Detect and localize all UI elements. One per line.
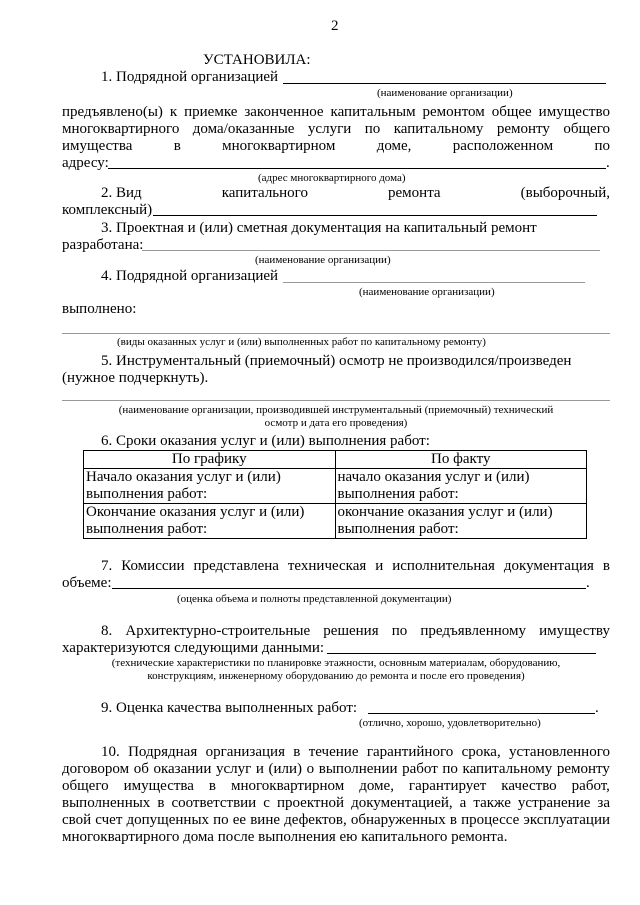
- item1-body-line-1: [62, 103, 610, 121]
- word: имущество: [538, 104, 610, 120]
- word: выполненных: [62, 795, 151, 811]
- word: капитального: [221, 185, 308, 201]
- col-actual-header: По факту: [335, 451, 587, 469]
- word: капитальным: [330, 104, 416, 120]
- word: дома/оказанные: [192, 121, 295, 137]
- word: доме,: [376, 138, 412, 154]
- word: выполнении: [318, 761, 398, 777]
- cell-end-actual: окончание оказания услуг и (или) выполнения работ:: [335, 504, 587, 539]
- word: (или): [268, 761, 303, 777]
- item3-org-line: [142, 250, 600, 251]
- word: имущества: [62, 138, 133, 154]
- word: решения: [323, 623, 379, 639]
- word: по: [213, 812, 229, 828]
- word: в: [173, 138, 181, 154]
- word: в: [293, 744, 301, 760]
- word: (выборочный,: [520, 185, 610, 201]
- item7-line-2: объеме:: [62, 575, 112, 591]
- item6-title: 6. Сроки оказания услуг и (или) выполнения работ:: [101, 433, 430, 449]
- word: гарантийного: [366, 744, 454, 760]
- section-heading: УСТАНОВИЛА:: [203, 52, 311, 68]
- word: качество: [501, 778, 557, 794]
- word: о: [306, 761, 315, 777]
- item1-address-hint: (адрес многоквартирного дома): [258, 172, 406, 184]
- word: соответствии: [171, 795, 257, 811]
- item4-label: 4. Подрядной организацией: [101, 268, 279, 284]
- item1-label: 1. Подрядной организацией: [101, 69, 279, 85]
- word: документация: [503, 558, 594, 574]
- word: течение: [308, 744, 359, 760]
- word: счет: [95, 812, 123, 828]
- word: документацией,: [351, 795, 453, 811]
- cell-start-plan: Начало оказания услуг и (или) выполнения работ:: [84, 469, 336, 504]
- word: исполнительная: [392, 558, 495, 574]
- word: предъявлено(ы): [62, 104, 163, 120]
- item2-repair-line: [153, 215, 597, 216]
- item4-done-label: выполнено:: [62, 301, 137, 317]
- word: договором: [62, 761, 130, 777]
- item10-line-1: [101, 743, 610, 761]
- word: Архитектурно-строительные: [125, 623, 311, 639]
- item5-hint-1: (наименование организации, производившей инструментальный (приемочный) технический: [118, 404, 554, 416]
- word: многоквартирном: [222, 138, 336, 154]
- word: организация: [205, 744, 285, 760]
- word: ремонта: [388, 185, 441, 201]
- item1-address-line: [108, 168, 606, 169]
- word: установленного: [509, 744, 610, 760]
- item10-line-2: [62, 760, 610, 778]
- word: многоквартирного: [62, 121, 180, 137]
- schedule-row-end: [84, 504, 587, 539]
- item3-line-2: разработана:: [62, 237, 144, 253]
- item7-volume-line: [112, 588, 586, 589]
- schedule-row-start: [84, 469, 587, 504]
- word: имуществу: [539, 623, 610, 639]
- item1-address-end: .: [606, 155, 610, 171]
- item5-org-line: [62, 400, 610, 401]
- word: в: [157, 795, 165, 811]
- word: вине: [250, 812, 280, 828]
- word: по: [391, 623, 408, 639]
- item4-hint: (наименование организации): [359, 286, 495, 298]
- word: в: [208, 778, 217, 794]
- col-schedule-header: По графику: [84, 451, 336, 469]
- item5-line-2: (нужное подчеркнуть).: [62, 370, 209, 386]
- item8-data-line: [327, 653, 596, 654]
- item4-done-line: [62, 333, 610, 334]
- word: представлена: [193, 558, 279, 574]
- item8-line-1: [101, 622, 610, 640]
- item5-line-1: 5. Инструментальный (приемочный) осмотр не производился/произведен: [101, 353, 572, 369]
- schedule-header-row: [84, 451, 587, 469]
- item1-org-line: [283, 83, 606, 84]
- word: гарантирует: [408, 778, 487, 794]
- word: в: [602, 558, 610, 574]
- item9-label: 9. Оценка качества выполненных работ:: [101, 700, 358, 716]
- word: оказании: [153, 761, 212, 777]
- word: 10.: [101, 744, 120, 760]
- word: капитальному: [462, 761, 553, 777]
- item1-body-line-3: [62, 137, 610, 155]
- word: имущества: [123, 778, 194, 794]
- item1-hint: (наименование организации): [377, 87, 513, 99]
- word: в: [449, 812, 457, 828]
- page-number: 2: [331, 18, 339, 34]
- schedule-table: [83, 450, 587, 539]
- item8-line-2: характеризуются следующими данными:: [62, 640, 325, 656]
- word: а: [459, 795, 467, 811]
- item1-body-line-2: [62, 120, 610, 138]
- word: техническая: [287, 558, 367, 574]
- cell-start-actual: начало оказания услуг и (или) выполнения работ:: [335, 469, 587, 504]
- word: законченное: [244, 104, 324, 120]
- word: проектной: [276, 795, 345, 811]
- word: по: [442, 761, 458, 777]
- word: общего: [62, 778, 109, 794]
- word: работ,: [571, 778, 610, 794]
- word: процессе: [461, 812, 520, 828]
- word: 8.: [101, 623, 113, 639]
- word: капитальному: [393, 121, 484, 137]
- item10-line-6: многоквартирного дома после выполнения ею капитального ремонта.: [62, 829, 508, 845]
- item3-line-1: 3. Проектная и (или) сметная документация на капитальный ремонт: [101, 220, 537, 236]
- word: приемке: [184, 104, 238, 120]
- word: по: [364, 121, 381, 137]
- item2-line-1: [101, 184, 610, 202]
- item7-line-1: [101, 557, 610, 575]
- word: многоквартирном: [230, 778, 345, 794]
- word: ремонту: [496, 121, 550, 137]
- word: Комиссии: [121, 558, 185, 574]
- word: услуги: [307, 121, 352, 137]
- item10-line-5: [62, 811, 610, 829]
- item7-volume-end: .: [586, 575, 590, 591]
- word: также: [473, 795, 511, 811]
- word: работ: [402, 761, 438, 777]
- word: к: [169, 104, 178, 120]
- item9-quality-line: [368, 713, 595, 714]
- word: об: [133, 761, 149, 777]
- item9-hint: (отлично, хорошо, удовлетворительно): [359, 717, 541, 729]
- word: с: [263, 795, 270, 811]
- word: дефектов,: [284, 812, 347, 828]
- word: и: [255, 761, 264, 777]
- item5-hint-2: осмотр и дата его проведения): [264, 417, 408, 429]
- word: Подрядная: [128, 744, 198, 760]
- word: расположенном: [452, 138, 554, 154]
- word: допущенных: [126, 812, 210, 828]
- item10-line-3: [62, 777, 610, 795]
- word: ремонтом: [422, 104, 485, 120]
- word: доме,: [359, 778, 394, 794]
- word: свой: [62, 812, 92, 828]
- item4-org-line: [283, 282, 585, 283]
- word: устранение: [517, 795, 591, 811]
- word: общего: [563, 121, 610, 137]
- word: общее: [491, 104, 532, 120]
- word: ее: [232, 812, 247, 828]
- word: срока,: [461, 744, 501, 760]
- word: предъявленному: [420, 623, 526, 639]
- word: по: [594, 138, 610, 154]
- item7-hint: (оценка объема и полноты представленной документации): [177, 593, 452, 605]
- item3-hint: (наименование организации): [255, 254, 391, 266]
- word: эксплуатации: [523, 812, 610, 828]
- word: ремонту: [556, 761, 610, 777]
- word: за: [597, 795, 610, 811]
- item1-address-label: адресу:: [62, 155, 109, 171]
- word: 7.: [101, 558, 113, 574]
- item10-line-4: [62, 794, 610, 812]
- item8-hint-2: конструкциям, инженерному оборудованию до ремонта и после его проведения): [147, 670, 525, 682]
- word: обнаруженных: [350, 812, 446, 828]
- word: и: [375, 558, 384, 574]
- cell-end-plan: Окончание оказания услуг и (или) выполнения работ:: [84, 504, 336, 539]
- item2-line-2: комплексный): [62, 202, 153, 218]
- word: 2. Вид: [101, 185, 142, 201]
- word: услуг: [215, 761, 252, 777]
- item8-hint-1: (технические характеристики по планировке этажности, основным материалам, оборудованию,: [111, 657, 561, 669]
- item4-done-hint: (виды оказанных услуг и (или) выполненных работ по капитальному ремонту): [117, 336, 486, 348]
- item9-quality-end: .: [595, 700, 599, 716]
